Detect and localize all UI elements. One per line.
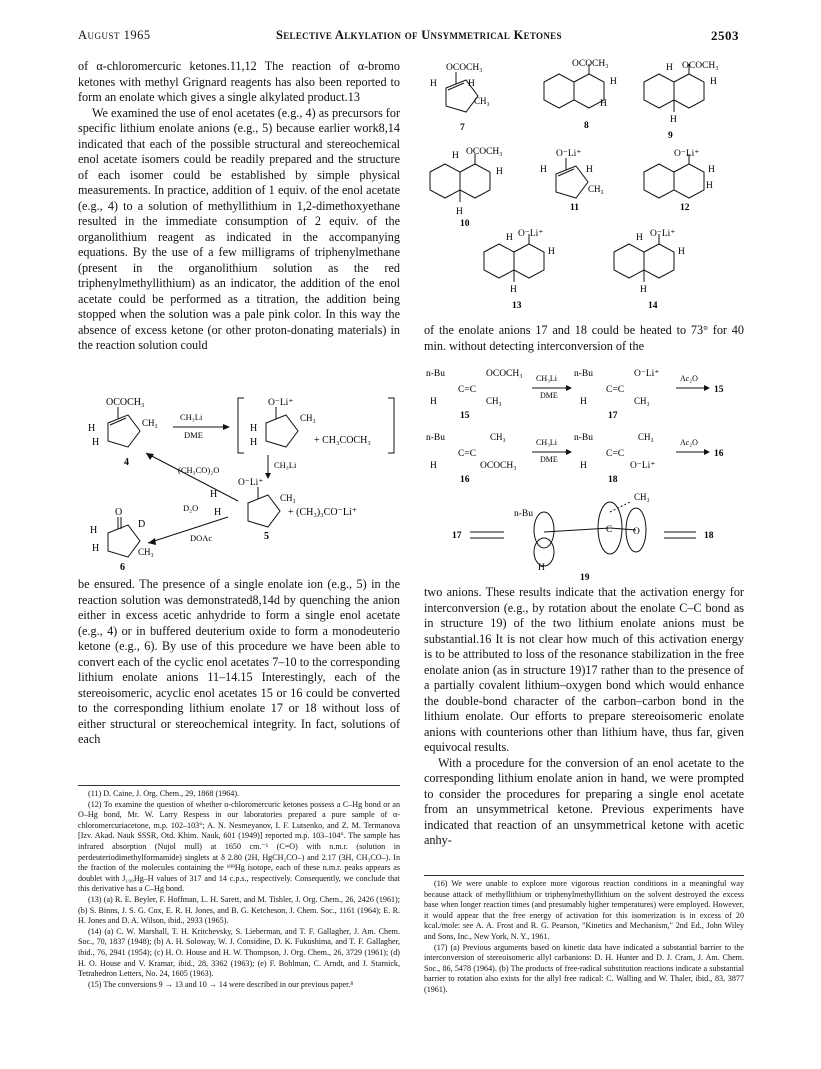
- structure-label: CH₃Li: [536, 374, 558, 383]
- structure-label: H: [670, 115, 677, 125]
- structure-label: C=C: [458, 449, 477, 459]
- scheme-acyclic-enolates: [424, 362, 744, 582]
- structure-label: C=C: [606, 449, 625, 459]
- footnote: (12) To examine the question of whether α-chloromercuric ketones possess a C–Hg bond or an O–Hg bond, Mr. W. Larry Respess in our laboratories prepared a pure sample of α-chloromercuriacetone, m.p. 102–103°; A. N. Nesmeyanov, I. F. Lutsenko, and Z. M. Termanova [Izv. Akad. Nauk SSSR, Otd. Khim. Nauk, 601 (1949)] reported m.p. 103–104°. The sample has infrared absorption (Nujol mull) at 1650 cm.⁻¹ (C=O) with n.m.r. (solution in perdeuteriodimethylformamide) singlets at δ 2.80 (2H, HgCH₂CO–) and 2.17 (3H, CH₃CO–). In the fraction of the molecules containing the ¹⁹⁹Hg isotope, each of these n.m.r. peaks appears as doublet with J₁₉₉Hg–H values of 317 and 14 c.p.s., respectively. Consequently, we conclude that this derivative has a C–Hg bond.: [78, 799, 400, 894]
- structure-label: 16: [460, 475, 470, 485]
- structure-10: [430, 154, 490, 202]
- structure-label: 18: [704, 531, 714, 541]
- structure-label: H: [610, 77, 617, 87]
- atom-label: D: [138, 519, 146, 530]
- structure-label: O⁻Li⁺: [630, 461, 656, 471]
- structure-label: CH₃: [634, 492, 650, 502]
- body-paragraph: be ensured. The presence of a single enolate ion (e.g., 5) in the reaction solution was demonstrated8,14d by quenching the anion either in excess acetic anhydride to form a single enol acetate (e.g., 4) or in buffered deuterium oxide to form a monodeuterio ketone (e.g., 6). By use of this procedure we have been able to convert each of the cyclic enol acetates 7–10 to the corresponding lithium enolate anions 11–14.15 Interestingly, each of the stereoisomeric, acyclic enol acetates 15 or 16 could be converted to the corresponding lithium enolate 17 or 18 without loss of either structural or stereochemical integrity. In fact, solutions of each: [78, 577, 400, 746]
- structure-label: CH₃: [486, 396, 502, 406]
- structure-16: [426, 432, 517, 485]
- structure-label: H: [580, 397, 587, 407]
- body-paragraph: With a procedure for the conversion of an enol acetate to the corresponding lithium enolate anion in hand, we were prompted to consider the procedures for preparing a single enol acetate from an unsymmetrical ketone. Previous experiments have indicated that reaction of an unsymmetrical ketone with acetic anhy-: [424, 755, 744, 847]
- reagent: CH₃Li: [180, 412, 203, 422]
- structure-label: H: [580, 461, 587, 471]
- solvent: DME: [184, 430, 203, 440]
- structure-14: [614, 234, 674, 282]
- structure-label: H: [548, 247, 555, 257]
- structure-label: 17: [608, 411, 618, 421]
- byproduct: + CH₃COCH₃: [314, 435, 371, 446]
- structure-label: Ac₂O: [680, 438, 698, 447]
- structure-label: 8: [584, 121, 589, 131]
- footnote-rule: [424, 875, 744, 876]
- structure-label: 10: [460, 219, 470, 229]
- atom-label: O⁻Li⁺: [268, 398, 294, 408]
- running-header-date: August 1965: [78, 28, 151, 42]
- atom-label: OCOCH₃: [106, 397, 145, 408]
- structure-label: CH₃: [474, 96, 490, 106]
- right-column-bottom: [424, 585, 744, 849]
- structure-label: n-Bu: [426, 369, 445, 379]
- atom-label: CH₃: [280, 493, 296, 503]
- footnote: (14) (a) C. W. Marshall, T. H. Kritchevsky, S. Lieberman, and T. F. Gallagher, J. Am. Chem. Soc., 70, 1837 (1948); (b) A. H. Soloway, W. J. Considine, D. K. Fukushima, and T. F. Gallagher, ibid., 76, 2941 (1954); (c) H. O. House and H. W. Thompson, J. Org. Chem., 26, 3729 (1961); (d) H. O. House and V. Kramar, ibid., 28, 3362 (1963); (e) F. Bohlman, C. Arndt, and J. Starnick, Tetrahedron Letters, No. 24, 1605 (1963).: [78, 926, 400, 979]
- structure-19: [534, 502, 646, 566]
- structure-label: H: [706, 181, 713, 191]
- structure-label: 11: [570, 203, 579, 213]
- structure-15: [426, 369, 523, 421]
- structure-label: 18: [608, 475, 618, 485]
- footnote-rule: [78, 785, 400, 786]
- scheme-enol-acetate-to-enolate: [78, 393, 408, 573]
- structure-label: H: [708, 165, 715, 175]
- structure-label: DME: [540, 455, 558, 464]
- structure-label: H: [540, 165, 547, 175]
- atom-label: H: [250, 423, 258, 434]
- structure-label: H: [430, 461, 437, 471]
- structure-label: 9: [668, 131, 673, 141]
- structure-label: 12: [680, 203, 690, 213]
- structure-label: 19: [580, 573, 590, 582]
- compound-label: 5: [264, 531, 269, 542]
- structure-17: [574, 369, 659, 421]
- structure-label: 13: [512, 301, 522, 311]
- structure-label: H: [430, 79, 437, 89]
- atom-label: H: [88, 423, 96, 434]
- footnote: (11) D. Caine, J. Org. Chem., 29, 1868 (1964).: [88, 789, 240, 798]
- page-number: 2503: [711, 28, 739, 43]
- structure-label: H: [636, 233, 643, 243]
- structure-label: 14: [648, 301, 658, 311]
- structure-label: H: [600, 99, 607, 109]
- footnote: (15) The conversions 9 → 13 and 10 → 14 were described in our previous paper.⁸: [88, 979, 354, 989]
- structure-11: [556, 158, 588, 198]
- structure-13: [484, 234, 544, 282]
- structure-label: H: [430, 397, 437, 407]
- atom-label: O: [115, 507, 123, 518]
- atom-label: H: [92, 543, 100, 554]
- body-paragraph: We examined the use of enol acetates (e.g., 4) as precursors for specific lithium enolate anions (e.g., 5) because earlier work8,14 indicated that each of the possible structural and stereochemical enol acetate isomers could be readily prepared and the structure of each isomer could be established by simple physical measurements. In practice, addition of 1 equiv. of the enol acetate (e.g., 4) to a solution of methyllithium in 1,2-dimethoxyethane resulted in the immediate consumption of 2 equiv. of the organolithium reagent as indicated in the accompanying equations. By the use of a few milligrams of triphenylmethane (present in the organolithium solution as the red triphenylmethyllithium) as an indicator, the addition of the enol acetate could be performed as a titration, the addition being stopped when the solution was a pale pink color. In this way the absence of excess ketone (or other proton-donating materials) in the reaction solution could: [78, 105, 400, 352]
- structure-label: CH₃: [638, 432, 654, 442]
- footnote: (17) (a) Previous arguments based on kinetic data have indicated a substantial barrier to the interconversion of stereoisomeric allyl carbanions: D. H. Hunter and D. J. Cram, J. Am. Chem. Soc., 86, 5478 (1964). (b) The products of free-radical substitution reactions indicate a substantial barrier to rotation also exists for the allyl free radical: C. Walling and W. Thaler, ibid., 83, 3877 (1961).: [424, 942, 744, 994]
- structure-label: 16: [714, 449, 724, 459]
- structure-4: [108, 407, 140, 447]
- structure-8: [544, 64, 604, 108]
- atom-label: CH₃: [142, 418, 158, 428]
- body-paragraph: of α-chloromercuric ketones.11,12 The reaction of α-bromo ketones with methyl Grignard reagents has also been reported to form an enolate which gives a single alkylated product.13: [78, 59, 400, 104]
- structure-label: OCOCH₃: [466, 147, 503, 157]
- structure-label: H: [506, 233, 513, 243]
- structure-label: CH₃: [634, 396, 650, 406]
- atom-label: CH₃: [138, 547, 154, 557]
- atom-label: O⁻Li⁺: [238, 478, 264, 488]
- structure-label: O⁻Li⁺: [556, 149, 582, 159]
- structure-label: H: [586, 165, 593, 175]
- left-column-top: [78, 59, 400, 354]
- structure-label: H: [452, 151, 459, 161]
- running-header-title: Selective Alkylation of Unsymmetrical Ketones: [276, 28, 562, 42]
- structure-label: 15: [714, 385, 724, 395]
- atom-label: CH₃: [300, 413, 316, 423]
- atom-label: H: [250, 437, 258, 448]
- structure-label: 7: [460, 123, 465, 133]
- structure-label: OCOCH₃: [572, 59, 609, 69]
- structure-label: C=C: [606, 385, 625, 395]
- reagent: D₂O: [183, 503, 199, 513]
- atom-label: H: [92, 437, 100, 448]
- atom-label: H: [210, 489, 218, 500]
- structure-label: OCOCH₃: [480, 461, 517, 471]
- structure-label: DME: [540, 391, 558, 400]
- structure-label: n-Bu: [514, 509, 533, 519]
- reagent: CH₃Li: [274, 460, 297, 470]
- right-column-top: [424, 323, 744, 354]
- structure-9: [644, 64, 704, 112]
- structure-label: OCOCH₃: [486, 369, 523, 379]
- structure-label: H: [678, 247, 685, 257]
- structures-7-to-14: [424, 58, 744, 322]
- structure-label: CH₃Li: [536, 438, 558, 447]
- structure-label: 15: [460, 411, 470, 421]
- structure-label: n-Bu: [574, 433, 593, 443]
- structure-18: [574, 432, 655, 485]
- structure-label: O⁻Li⁺: [674, 149, 700, 159]
- structure-label: O⁻Li⁺: [634, 369, 660, 379]
- footnotes-left: [78, 789, 400, 990]
- footnote: (16) We were unable to explore more vigorous reaction conditions in a meaningful way because attack of methyllithium or triphenylmethyllithium on the solvent destroyed the excess base when longer reaction times (and presumably higher temperatures) were employed. However, it would appear that the free energy of activation for this isomerization is in excess of 20 kcal./mole: see A. A. Frost and R. G. Pearson, "Kinetics and Mechanism," 2nd Ed., John Wiley and Sons, Inc., New York, N. Y., 1961.: [424, 879, 744, 941]
- atom-label: H: [90, 525, 98, 536]
- structure-label: CH₃: [490, 432, 506, 442]
- structure-label: H: [666, 63, 673, 73]
- structure-label: CH₃: [588, 184, 604, 194]
- body-paragraph: of the enolate anions 17 and 18 could be heated to 73° for 40 min. without detecting interconversion of the: [424, 323, 744, 353]
- structure-12: [644, 154, 704, 198]
- structure-label: C: [606, 525, 613, 535]
- body-paragraph: two anions. These results indicate that the activation energy for interconversion (e.g., by rotation about the enolate C–C bond as in structure 19) of the two lithium enolate anions must be substantial.16 It is not clear how much of this activation energy is to be attributed to loss of the resonance stabilization in the free enolate anion (as in structure 19)17 rather than to the presence of a partially covalent lithium–oxygen bond which would enhance the double-bond character of the carbon–carbon bond in the lithium enolate. Our efforts to prepare stereoisomeric enolate anions with counterions other than lithium have, thus far, given equivocal results.: [424, 585, 744, 754]
- structure-label: O⁻Li⁺: [518, 229, 544, 239]
- compound-label: 6: [120, 562, 125, 573]
- structure-label: H: [496, 167, 503, 177]
- footnote: (13) (a) R. E. Beyler, F. Hoffman, L. H. Sarett, and M. Tishler, J. Org. Chem., 26, 2426 (1961); (b) S. Binns, J. S. G. Cox, E. R. H. Jones, and B. G. Ketcheson, J. Chem. Soc., 1161 (1964); E. R. H. Jones and D. A. Wilson, ibid., 2933 (1965).: [78, 894, 400, 926]
- structure-label: C=C: [458, 385, 477, 395]
- structure-label: H: [456, 207, 463, 217]
- structure-7: [446, 72, 478, 112]
- structure-label: 17: [452, 531, 462, 541]
- structure-label: OCOCH₃: [446, 63, 483, 73]
- structure-label: H: [510, 285, 517, 295]
- structure-label: n-Bu: [426, 433, 445, 443]
- structure-label: Ac₂O: [680, 374, 698, 383]
- structure-label: H: [538, 563, 545, 573]
- structure-label: OCOCH₃: [682, 61, 719, 71]
- reagent: DOAc: [190, 533, 213, 543]
- byproduct: + (CH₃)₃CO⁻Li⁺: [288, 507, 357, 518]
- structure-label: H: [468, 79, 475, 89]
- structure-label: H: [710, 77, 717, 87]
- reagent: (CH₃CO)₂O: [178, 465, 220, 475]
- footnotes-right: [424, 879, 744, 996]
- structure-label: O: [633, 527, 640, 537]
- left-column-bottom: [78, 577, 400, 748]
- structure-label: H: [640, 285, 647, 295]
- structure-label: n-Bu: [574, 369, 593, 379]
- compound-label: 4: [124, 457, 129, 468]
- atom-label: H: [214, 507, 222, 518]
- structure-label: O⁻Li⁺: [650, 229, 676, 239]
